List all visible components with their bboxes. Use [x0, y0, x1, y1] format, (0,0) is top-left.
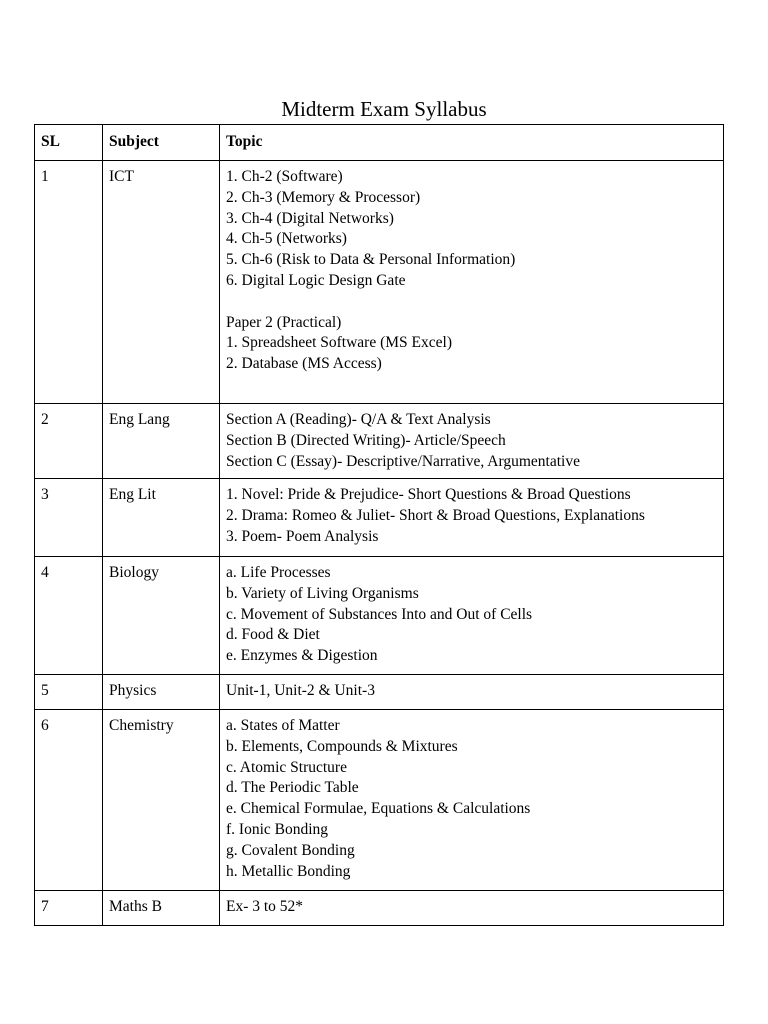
- table-header-row: [35, 125, 724, 161]
- topic-item: 5. Ch-6 (Risk to Data & Personal Information): [226, 251, 516, 269]
- topic-item: b. Elements, Compounds & Mixtures: [226, 737, 458, 755]
- row-subject: ICT: [103, 161, 220, 404]
- topic-item: 6. Digital Logic Design Gate: [226, 271, 406, 289]
- row-sl: 6: [35, 710, 103, 891]
- topic-item: c. Movement of Substances Into and Out of Cells: [226, 605, 533, 623]
- topic-item: 1. Novel: Pride & Prejudice- Short Questions & Broad Questions: [226, 486, 631, 503]
- row-subject: Eng Lang: [103, 404, 220, 479]
- topic-item: 4. Ch-5 (Networks): [226, 230, 347, 248]
- practical-heading: Paper 2 (Practical): [226, 313, 342, 331]
- row-subject: Eng Lit: [103, 479, 220, 557]
- header-sl: SL: [35, 125, 103, 161]
- topic-item: d. The Periodic Table: [226, 779, 359, 797]
- table-row: [35, 404, 724, 479]
- row-topics: [220, 710, 724, 891]
- topic-item: g. Covalent Bonding: [226, 841, 355, 859]
- topic-item: c. Atomic Structure: [226, 758, 347, 776]
- row-sl: 4: [35, 557, 103, 675]
- table-row: [35, 710, 724, 891]
- row-topics: [220, 404, 724, 479]
- topic-item: b. Variety of Living Organisms: [226, 584, 419, 602]
- topic-item: 1. Ch-2 (Software): [226, 168, 343, 185]
- topic-item: Section A (Reading)- Q/A & Text Analysis: [226, 411, 491, 428]
- topic-item: e. Enzymes & Digestion: [226, 647, 378, 665]
- topic-item: a. States of Matter: [226, 717, 340, 734]
- topic-item: 1. Spreadsheet Software (MS Excel): [226, 334, 452, 352]
- topic-item: 3. Ch-4 (Digital Networks): [226, 209, 394, 227]
- table-row: [35, 161, 724, 404]
- topic-item: Ex- 3 to 52*: [226, 898, 304, 915]
- row-sl: 7: [35, 891, 103, 926]
- topic-item: f. Ionic Bonding: [226, 820, 329, 838]
- row-topics: [220, 161, 724, 404]
- row-topics: [220, 479, 724, 557]
- row-sl: 1: [35, 161, 103, 404]
- topic-item: d. Food & Diet: [226, 626, 320, 644]
- row-subject: Maths B: [103, 891, 220, 926]
- topic-item: Unit-1, Unit-2 & Unit-3: [226, 682, 375, 699]
- row-subject: Physics: [103, 675, 220, 710]
- topic-item: Section C (Essay)- Descriptive/Narrative, Argumentative: [226, 452, 580, 470]
- topic-item: 2. Ch-3 (Memory & Processor): [226, 188, 421, 206]
- header-subject: Subject: [103, 125, 220, 161]
- row-sl: 5: [35, 675, 103, 710]
- row-sl: 2: [35, 404, 103, 479]
- topic-item: Section B (Directed Writing)- Article/Speech: [226, 431, 506, 449]
- header-topic: Topic: [220, 125, 724, 161]
- syllabus-table: [34, 124, 724, 926]
- row-subject: Chemistry: [103, 710, 220, 891]
- topic-item: e. Chemical Formulae, Equations & Calculations: [226, 800, 531, 818]
- row-subject: Biology: [103, 557, 220, 675]
- topic-item: 3. Poem- Poem Analysis: [226, 527, 379, 545]
- table-row: [35, 557, 724, 675]
- row-topics: [220, 675, 724, 710]
- row-sl: 3: [35, 479, 103, 557]
- topic-item: 2. Database (MS Access): [226, 355, 382, 373]
- row-topics: [220, 891, 724, 926]
- topic-item: 2. Drama: Romeo & Juliet- Short & Broad Questions, Explanations: [226, 506, 645, 524]
- table-row: [35, 479, 724, 557]
- topic-item: a. Life Processes: [226, 564, 331, 581]
- table-row: [35, 675, 724, 710]
- table-row: [35, 891, 724, 926]
- topic-item: h. Metallic Bonding: [226, 862, 351, 880]
- page-title: Midterm Exam Syllabus: [281, 97, 487, 121]
- spacer: [226, 292, 717, 313]
- row-topics: [220, 557, 724, 675]
